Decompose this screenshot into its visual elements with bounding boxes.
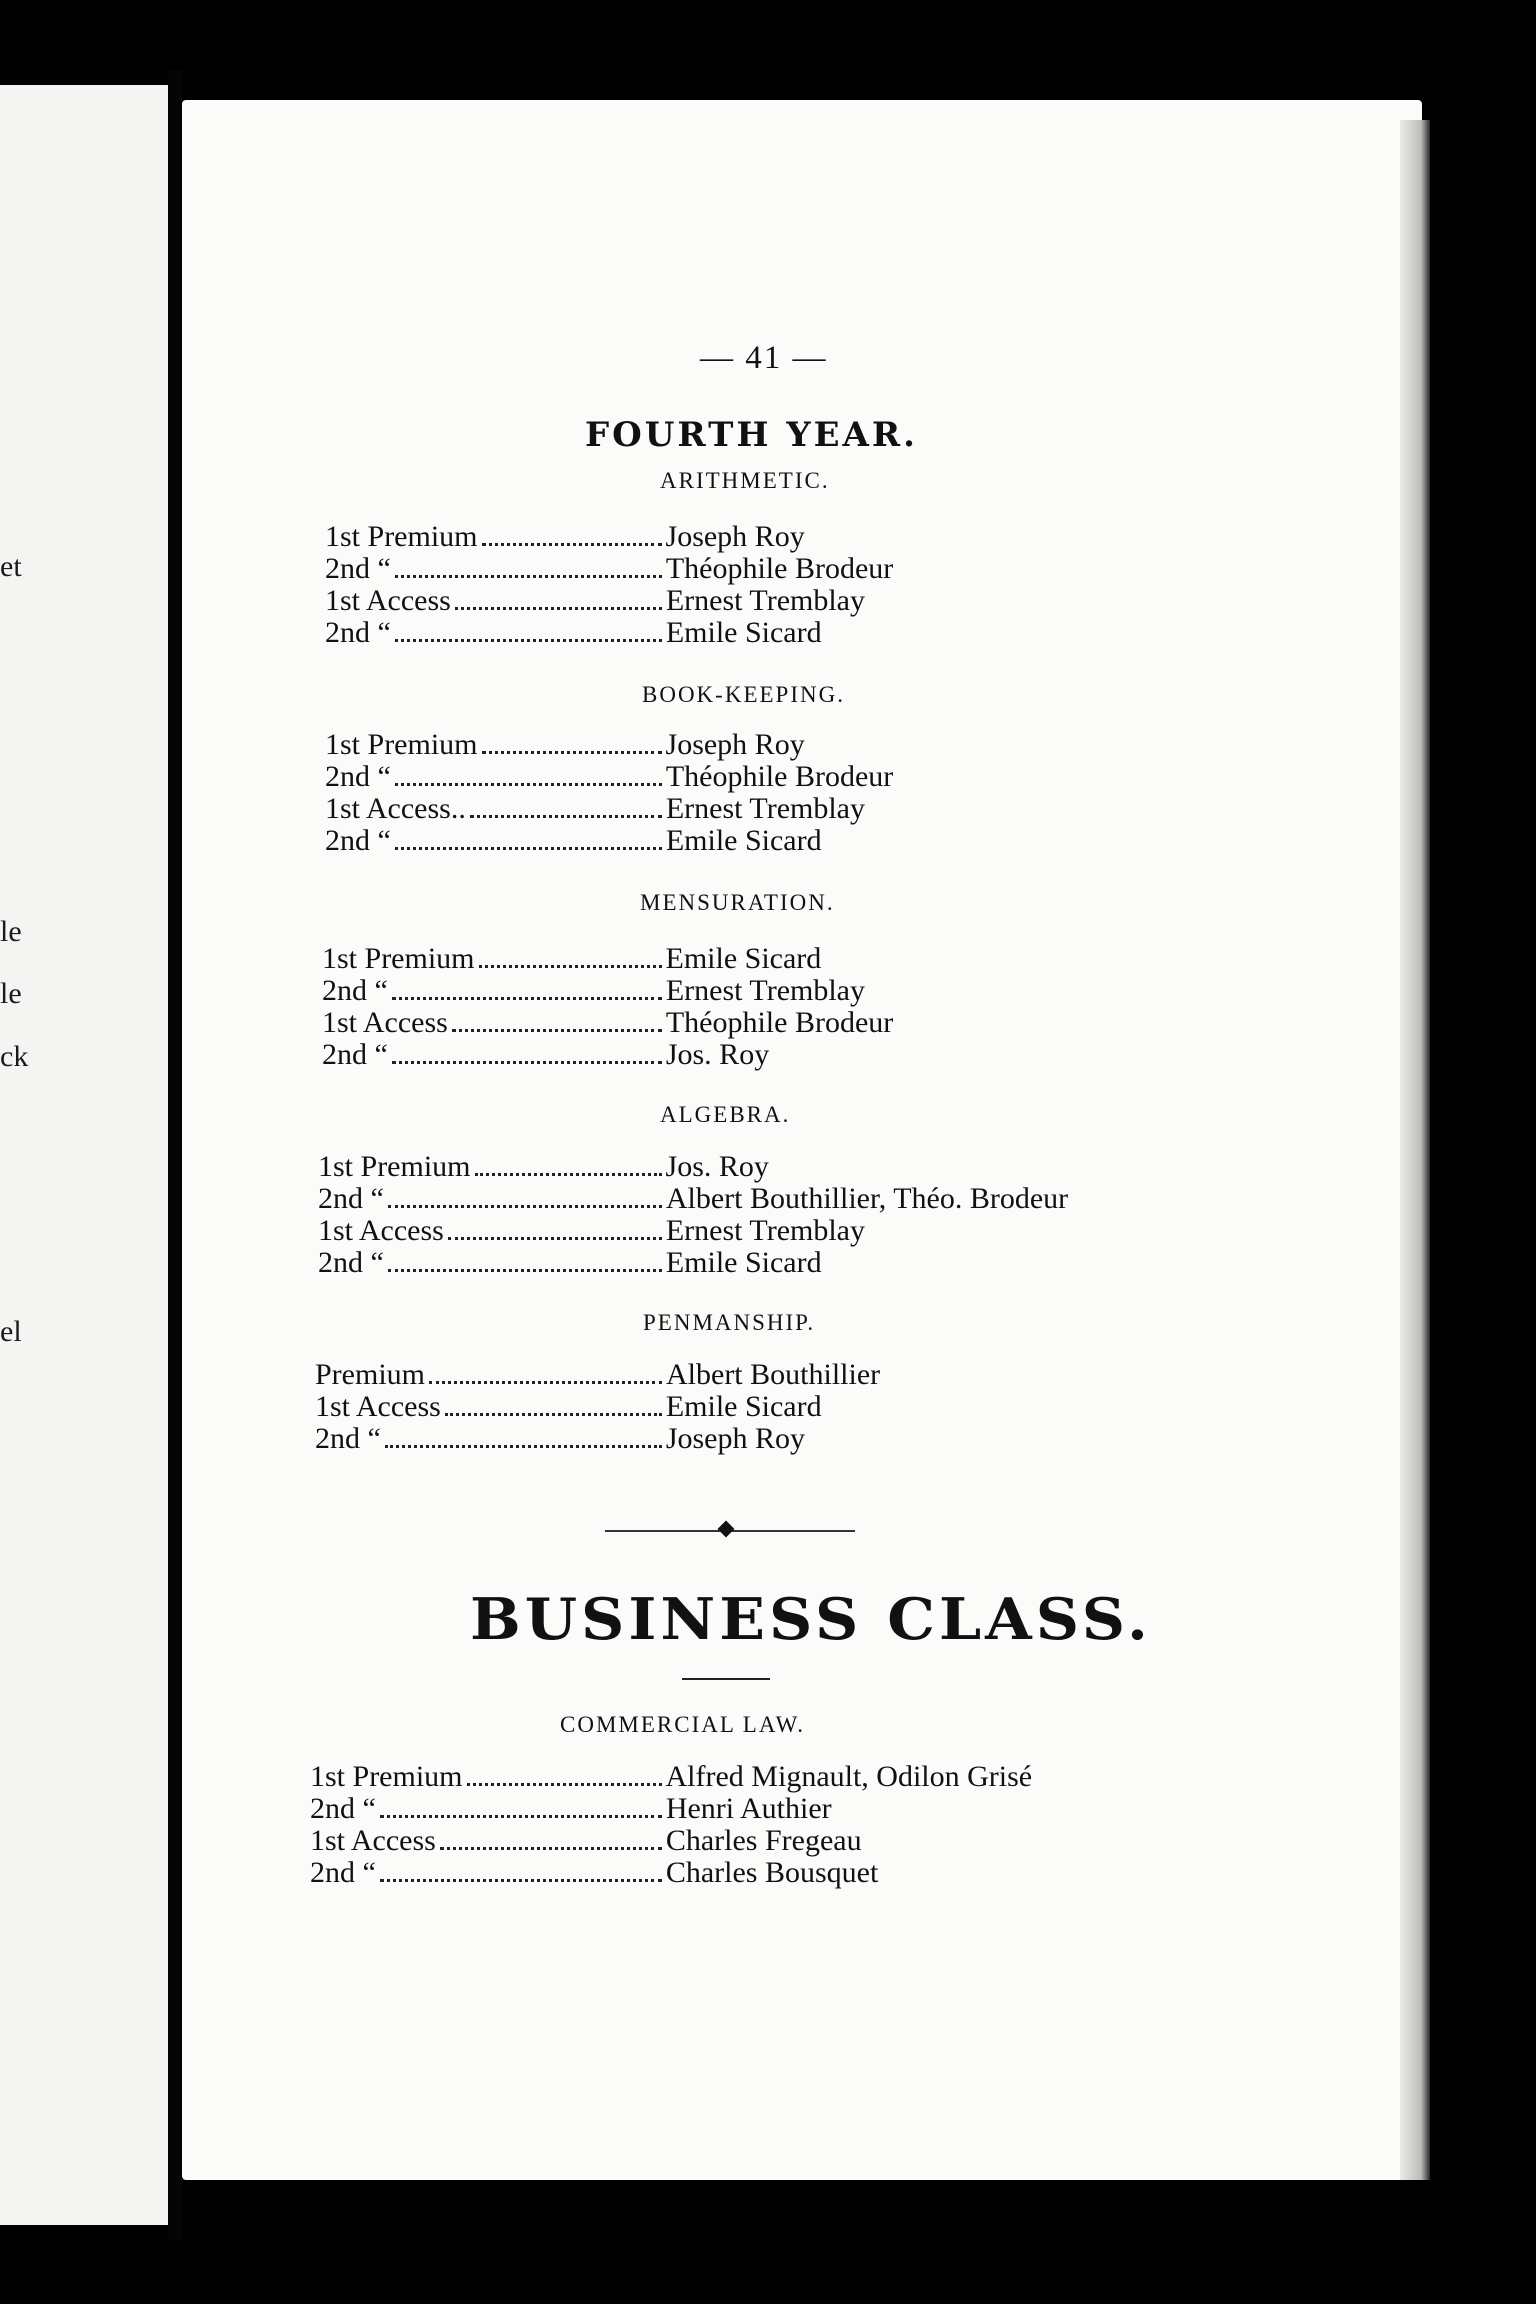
award-label: 1st Access bbox=[318, 1214, 444, 1247]
award-row bbox=[325, 520, 805, 554]
award-label: 2nd “ bbox=[318, 1246, 384, 1279]
award-label: 2nd “ bbox=[325, 616, 391, 649]
award-row bbox=[318, 1246, 822, 1280]
award-label: 2nd “ bbox=[310, 1792, 376, 1825]
award-row bbox=[315, 1390, 822, 1424]
dot-leader bbox=[392, 1051, 662, 1064]
award-row bbox=[310, 1856, 878, 1890]
recipient-name: Ernest Tremblay bbox=[665, 792, 865, 825]
dot-leader bbox=[388, 1195, 662, 1208]
award-label: 2nd “ bbox=[322, 974, 388, 1007]
recipient-name: Théophile Brodeur bbox=[665, 760, 894, 793]
award-row bbox=[325, 616, 822, 650]
heading-rule bbox=[682, 1678, 770, 1680]
recipient-name: Joseph Roy bbox=[665, 1422, 806, 1455]
award-row bbox=[325, 760, 893, 794]
recipient-name: Joseph Roy bbox=[665, 728, 805, 761]
award-row bbox=[325, 824, 822, 858]
recipient-name: Albert Bouthillier, Théo. Brodeur bbox=[665, 1182, 1069, 1215]
dot-leader bbox=[440, 1837, 662, 1850]
left-page-fragment: et bbox=[0, 550, 22, 583]
recipient-name: Emile Sicard bbox=[665, 824, 822, 857]
left-page-edge bbox=[0, 85, 168, 2225]
award-label: 1st Premium bbox=[322, 942, 475, 975]
dot-leader bbox=[445, 1403, 662, 1416]
recipient-name: Henri Authier bbox=[665, 1792, 832, 1825]
award-label: 2nd “ bbox=[325, 824, 391, 857]
left-page-fragment: el bbox=[0, 1315, 22, 1348]
award-row bbox=[322, 974, 865, 1008]
dot-leader bbox=[395, 837, 662, 850]
award-row bbox=[315, 1422, 805, 1456]
book-gutter bbox=[168, 70, 182, 2240]
recipient-name: Albert Bouthillier bbox=[666, 1358, 881, 1391]
recipient-name: Emile Sicard bbox=[665, 942, 822, 975]
award-label: 1st Access.. bbox=[325, 792, 466, 825]
dot-leader bbox=[455, 597, 662, 610]
dot-leader bbox=[395, 629, 662, 642]
award-label: 2nd “ bbox=[325, 552, 391, 585]
recipient-name: Ernest Tremblay bbox=[665, 1214, 865, 1247]
award-label: 2nd “ bbox=[310, 1856, 376, 1889]
award-row bbox=[322, 942, 821, 976]
dot-leader bbox=[482, 533, 662, 546]
award-label: 1st Access bbox=[325, 584, 451, 617]
recipient-name: Ernest Tremblay bbox=[665, 974, 865, 1007]
dot-leader bbox=[452, 1019, 662, 1032]
award-row bbox=[325, 728, 805, 762]
recipient-name: Emile Sicard bbox=[665, 1390, 822, 1423]
recipient-name: Charles Fregeau bbox=[665, 1824, 862, 1857]
award-label: 1st Access bbox=[315, 1390, 441, 1423]
award-label: 2nd “ bbox=[318, 1182, 384, 1215]
award-row bbox=[318, 1214, 865, 1248]
recipient-name: Emile Sicard bbox=[665, 1246, 822, 1279]
award-label: 1st Premium bbox=[325, 728, 478, 761]
dot-leader bbox=[448, 1227, 662, 1240]
award-label: 2nd “ bbox=[315, 1422, 381, 1455]
award-row bbox=[322, 1006, 893, 1040]
dot-leader bbox=[388, 1259, 662, 1272]
recipient-name: Théophile Brodeur bbox=[665, 552, 894, 585]
subject-heading: ALGEBRA. bbox=[660, 1102, 791, 1127]
award-label: 2nd “ bbox=[322, 1038, 388, 1071]
award-row bbox=[310, 1792, 832, 1826]
fourth-year-heading: FOURTH YEAR. bbox=[585, 415, 918, 455]
award-label: 2nd “ bbox=[325, 760, 391, 793]
left-page-fragment: le bbox=[0, 977, 22, 1010]
dot-leader bbox=[429, 1371, 662, 1384]
award-label: 1st Premium bbox=[310, 1760, 463, 1793]
award-row bbox=[318, 1182, 1068, 1216]
page-edge-shadow bbox=[1400, 120, 1430, 2180]
recipient-name: Emile Sicard bbox=[665, 616, 822, 649]
dot-leader bbox=[475, 1163, 662, 1176]
subject-heading: COMMERCIAL LAW. bbox=[560, 1712, 805, 1737]
page-number: — 41 — bbox=[700, 340, 828, 376]
dot-leader bbox=[479, 955, 662, 968]
dot-leader bbox=[385, 1435, 662, 1448]
recipient-name: Théophile Brodeur bbox=[665, 1006, 894, 1039]
business-class-heading: BUSINESS CLASS. bbox=[470, 1586, 1152, 1654]
dot-leader bbox=[380, 1805, 662, 1818]
award-label: Premium bbox=[315, 1358, 425, 1391]
subject-heading: BOOK-KEEPING. bbox=[642, 682, 845, 707]
award-label: 1st Access bbox=[310, 1824, 436, 1857]
left-page-fragment: ck bbox=[0, 1040, 29, 1073]
dot-leader bbox=[380, 1869, 662, 1882]
award-row bbox=[315, 1358, 880, 1392]
dot-leader bbox=[395, 773, 662, 786]
recipient-name: Jos. Roy bbox=[665, 1150, 769, 1183]
award-row bbox=[325, 792, 865, 826]
dot-leader bbox=[395, 565, 662, 578]
recipient-name: Joseph Roy bbox=[665, 520, 805, 553]
dot-leader bbox=[392, 987, 662, 1000]
award-row bbox=[310, 1824, 862, 1858]
dot-leader bbox=[470, 805, 662, 818]
subject-heading: PENMANSHIP. bbox=[643, 1310, 816, 1335]
recipient-name: Jos. Roy bbox=[665, 1038, 770, 1071]
award-label: 1st Premium bbox=[318, 1150, 471, 1183]
award-label: 1st Premium bbox=[325, 520, 478, 553]
dot-leader bbox=[467, 1773, 662, 1786]
award-row bbox=[310, 1760, 1032, 1794]
award-row bbox=[325, 584, 865, 618]
dot-leader bbox=[482, 741, 662, 754]
award-row bbox=[325, 552, 893, 586]
award-row bbox=[318, 1150, 769, 1184]
recipient-name: Ernest Tremblay bbox=[665, 584, 865, 617]
left-page-fragment: le bbox=[0, 915, 22, 948]
award-row bbox=[322, 1038, 769, 1072]
subject-heading: ARITHMETIC. bbox=[660, 468, 830, 493]
subject-heading: MENSURATION. bbox=[640, 890, 835, 915]
recipient-name: Alfred Mignault, Odilon Grisé bbox=[665, 1760, 1033, 1793]
recipient-name: Charles Bousquet bbox=[665, 1856, 879, 1889]
award-label: 1st Access bbox=[322, 1006, 448, 1039]
